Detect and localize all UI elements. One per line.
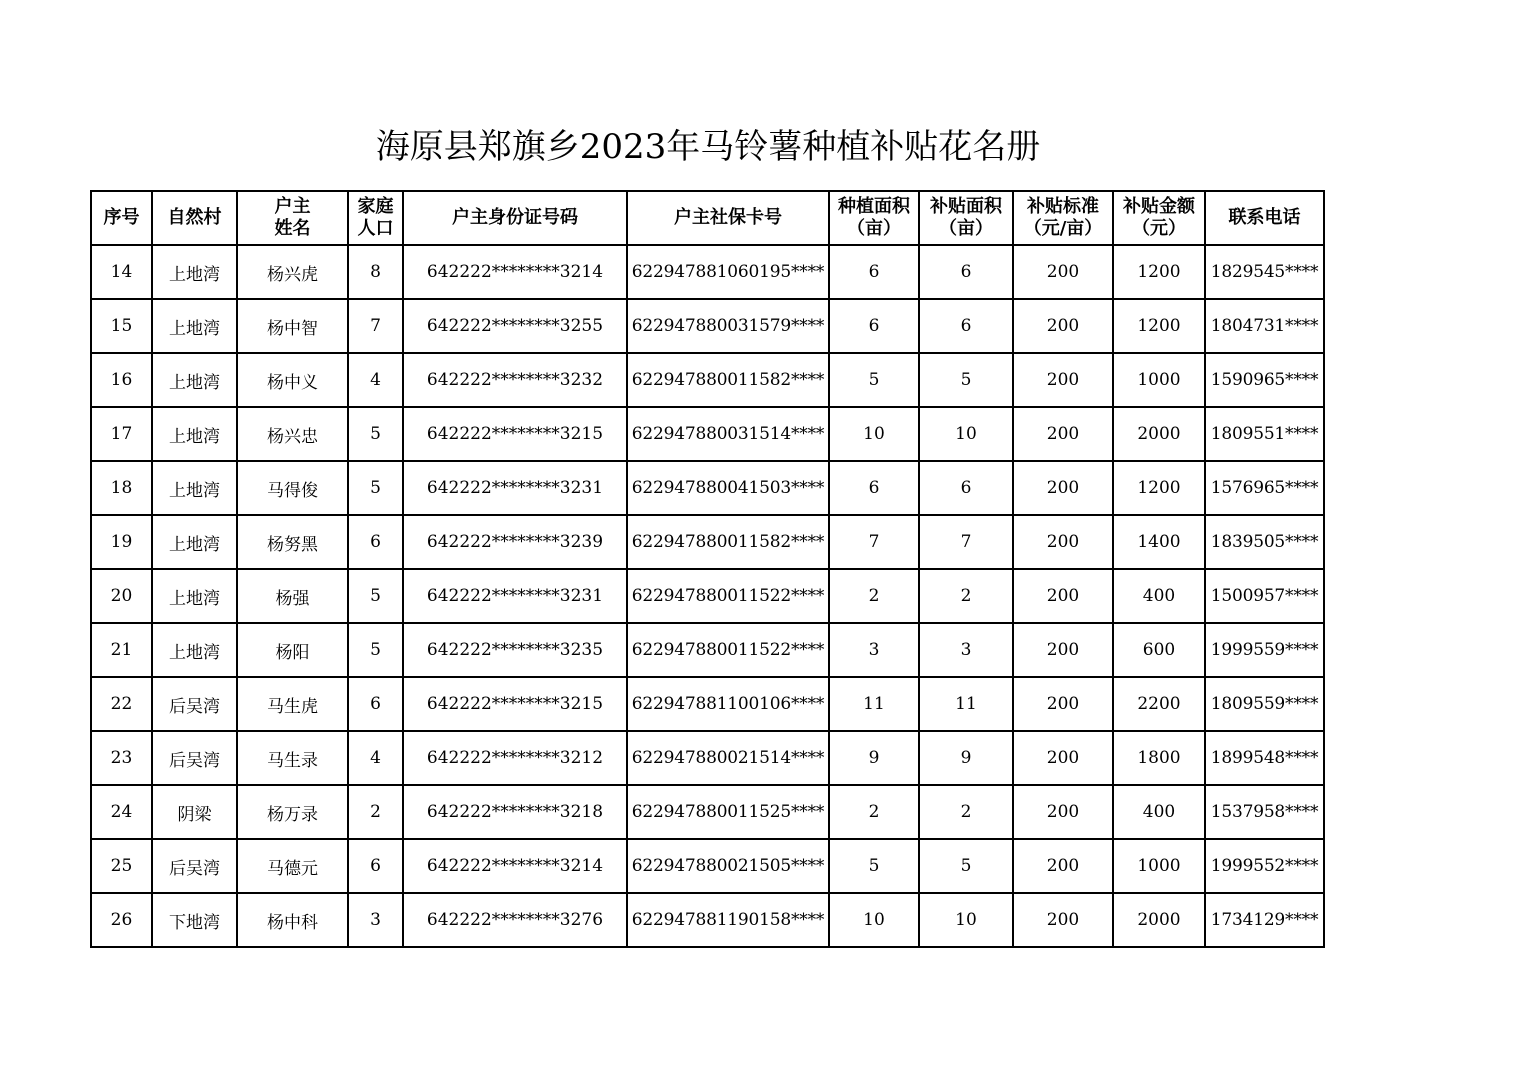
cell-subsidy-amount: 1000 (1113, 839, 1205, 893)
header-amount-line2: （元） (1132, 218, 1186, 239)
cell-subsidy-standard: 200 (1013, 515, 1113, 569)
cell-subsidy-amount: 1000 (1113, 353, 1205, 407)
header-name-line1: 户主 (274, 196, 311, 217)
cell-subsidy-amount: 2000 (1113, 407, 1205, 461)
cell-seq: 17 (91, 407, 152, 461)
header-subarea-line1: 补贴面积 (930, 196, 1002, 217)
cell-subsidy-area: 5 (919, 353, 1013, 407)
cell-id-number: 642222********3218 (403, 785, 627, 839)
cell-social-card: 622947880031579**** (627, 299, 829, 353)
cell-phone: 1839505**** (1205, 515, 1324, 569)
cell-subsidy-standard: 200 (1013, 461, 1113, 515)
cell-planted-area: 2 (829, 569, 919, 623)
cell-village: 上地湾 (152, 299, 237, 353)
cell-name: 杨中智 (237, 299, 348, 353)
cell-village: 下地湾 (152, 893, 237, 947)
header-planted-area (829, 191, 919, 245)
cell-id-number: 642222********3231 (403, 569, 627, 623)
cell-name: 马得俊 (237, 461, 348, 515)
cell-planted-area: 6 (829, 461, 919, 515)
cell-subsidy-amount: 1400 (1113, 515, 1205, 569)
cell-name: 杨努黑 (237, 515, 348, 569)
cell-family: 5 (348, 569, 403, 623)
cell-family: 3 (348, 893, 403, 947)
cell-subsidy-standard: 200 (1013, 299, 1113, 353)
cell-subsidy-amount: 1200 (1113, 299, 1205, 353)
cell-subsidy-area: 3 (919, 623, 1013, 677)
cell-planted-area: 10 (829, 893, 919, 947)
table-row (91, 839, 1324, 893)
table-row (91, 677, 1324, 731)
cell-village: 上地湾 (152, 461, 237, 515)
cell-id-number: 642222********3214 (403, 245, 627, 299)
cell-name: 杨中科 (237, 893, 348, 947)
cell-planted-area: 7 (829, 515, 919, 569)
cell-subsidy-amount: 1200 (1113, 461, 1205, 515)
cell-seq: 15 (91, 299, 152, 353)
cell-id-number: 642222********3276 (403, 893, 627, 947)
header-amount-line1: 补贴金额 (1123, 196, 1195, 217)
table-row (91, 731, 1324, 785)
header-plant-line2: （亩） (847, 218, 901, 239)
table-row (91, 893, 1324, 947)
cell-subsidy-area: 9 (919, 731, 1013, 785)
cell-seq: 25 (91, 839, 152, 893)
cell-social-card: 622947881190158**** (627, 893, 829, 947)
cell-subsidy-amount: 400 (1113, 569, 1205, 623)
cell-subsidy-area: 11 (919, 677, 1013, 731)
cell-planted-area: 2 (829, 785, 919, 839)
cell-planted-area: 5 (829, 839, 919, 893)
cell-subsidy-amount: 2200 (1113, 677, 1205, 731)
cell-seq: 21 (91, 623, 152, 677)
cell-subsidy-area: 7 (919, 515, 1013, 569)
cell-social-card: 622947880021505**** (627, 839, 829, 893)
cell-village: 后吴湾 (152, 839, 237, 893)
header-social-card: 户主社保卡号 (627, 191, 829, 245)
header-seq: 序号 (91, 191, 152, 245)
cell-subsidy-area: 5 (919, 839, 1013, 893)
cell-phone: 1590965**** (1205, 353, 1324, 407)
cell-name: 杨万录 (237, 785, 348, 839)
cell-social-card: 622947880031514**** (627, 407, 829, 461)
cell-planted-area: 9 (829, 731, 919, 785)
header-family-size (348, 191, 403, 245)
cell-name: 马生虎 (237, 677, 348, 731)
cell-subsidy-area: 2 (919, 785, 1013, 839)
cell-planted-area: 11 (829, 677, 919, 731)
cell-phone: 1829545**** (1205, 245, 1324, 299)
cell-planted-area: 3 (829, 623, 919, 677)
cell-name: 杨强 (237, 569, 348, 623)
cell-planted-area: 5 (829, 353, 919, 407)
cell-seq: 16 (91, 353, 152, 407)
cell-social-card: 622947880021514**** (627, 731, 829, 785)
cell-id-number: 642222********3232 (403, 353, 627, 407)
header-subarea-line2: （亩） (939, 218, 993, 239)
table-row (91, 461, 1324, 515)
cell-social-card: 622947880011582**** (627, 353, 829, 407)
cell-village: 上地湾 (152, 407, 237, 461)
cell-seq: 23 (91, 731, 152, 785)
cell-subsidy-area: 6 (919, 245, 1013, 299)
cell-id-number: 642222********3215 (403, 407, 627, 461)
cell-family: 4 (348, 731, 403, 785)
cell-social-card: 622947880011522**** (627, 569, 829, 623)
table-row (91, 785, 1324, 839)
header-family-line2: 人口 (357, 218, 394, 239)
cell-phone: 1899548**** (1205, 731, 1324, 785)
cell-village: 后吴湾 (152, 677, 237, 731)
table-row (91, 515, 1324, 569)
cell-seq: 14 (91, 245, 152, 299)
cell-subsidy-area: 10 (919, 407, 1013, 461)
cell-subsidy-standard: 200 (1013, 839, 1113, 893)
header-family-line1: 家庭 (357, 196, 394, 217)
cell-subsidy-standard: 200 (1013, 893, 1113, 947)
cell-id-number: 642222********3214 (403, 839, 627, 893)
cell-village: 上地湾 (152, 353, 237, 407)
cell-id-number: 642222********3212 (403, 731, 627, 785)
cell-phone: 1734129**** (1205, 893, 1324, 947)
cell-social-card: 622947881100106**** (627, 677, 829, 731)
cell-id-number: 642222********3235 (403, 623, 627, 677)
cell-phone: 1500957**** (1205, 569, 1324, 623)
cell-village: 上地湾 (152, 245, 237, 299)
cell-phone: 1999552**** (1205, 839, 1324, 893)
cell-village: 上地湾 (152, 623, 237, 677)
cell-subsidy-standard: 200 (1013, 353, 1113, 407)
header-plant-line1: 种植面积 (838, 196, 910, 217)
cell-subsidy-amount: 2000 (1113, 893, 1205, 947)
cell-subsidy-amount: 1800 (1113, 731, 1205, 785)
cell-family: 8 (348, 245, 403, 299)
cell-phone: 1809551**** (1205, 407, 1324, 461)
table-row (91, 407, 1324, 461)
cell-subsidy-standard: 200 (1013, 569, 1113, 623)
cell-social-card: 622947881060195**** (627, 245, 829, 299)
cell-planted-area: 6 (829, 299, 919, 353)
table-row (91, 569, 1324, 623)
header-subsidy-standard (1013, 191, 1113, 245)
cell-family: 6 (348, 677, 403, 731)
cell-id-number: 642222********3231 (403, 461, 627, 515)
cell-name: 杨兴虎 (237, 245, 348, 299)
cell-subsidy-standard: 200 (1013, 623, 1113, 677)
header-subsidy-area (919, 191, 1013, 245)
table-row (91, 623, 1324, 677)
cell-family: 5 (348, 407, 403, 461)
cell-family: 6 (348, 515, 403, 569)
cell-phone: 1809559**** (1205, 677, 1324, 731)
cell-village: 上地湾 (152, 515, 237, 569)
cell-id-number: 642222********3215 (403, 677, 627, 731)
cell-name: 杨阳 (237, 623, 348, 677)
cell-name: 杨兴忠 (237, 407, 348, 461)
cell-planted-area: 6 (829, 245, 919, 299)
cell-id-number: 642222********3255 (403, 299, 627, 353)
cell-seq: 18 (91, 461, 152, 515)
cell-subsidy-standard: 200 (1013, 731, 1113, 785)
cell-family: 7 (348, 299, 403, 353)
cell-subsidy-amount: 600 (1113, 623, 1205, 677)
cell-subsidy-area: 2 (919, 569, 1013, 623)
cell-subsidy-standard: 200 (1013, 407, 1113, 461)
cell-subsidy-standard: 200 (1013, 677, 1113, 731)
cell-seq: 19 (91, 515, 152, 569)
subsidy-roster-table (90, 190, 1325, 948)
header-phone: 联系电话 (1205, 191, 1324, 245)
cell-name: 马德元 (237, 839, 348, 893)
cell-social-card: 622947880011525**** (627, 785, 829, 839)
cell-social-card: 622947880011582**** (627, 515, 829, 569)
cell-id-number: 642222********3239 (403, 515, 627, 569)
table-row (91, 353, 1324, 407)
cell-seq: 20 (91, 569, 152, 623)
cell-family: 2 (348, 785, 403, 839)
cell-phone: 1537958**** (1205, 785, 1324, 839)
cell-subsidy-standard: 200 (1013, 785, 1113, 839)
cell-subsidy-standard: 200 (1013, 245, 1113, 299)
cell-subsidy-area: 6 (919, 299, 1013, 353)
header-std-line2: （元/亩） (1023, 218, 1103, 239)
cell-subsidy-amount: 1200 (1113, 245, 1205, 299)
cell-phone: 1999559**** (1205, 623, 1324, 677)
cell-social-card: 622947880011522**** (627, 623, 829, 677)
cell-name: 马生录 (237, 731, 348, 785)
cell-phone: 1804731**** (1205, 299, 1324, 353)
cell-name: 杨中义 (237, 353, 348, 407)
cell-family: 6 (348, 839, 403, 893)
header-std-line1: 补贴标准 (1027, 196, 1099, 217)
header-village: 自然村 (152, 191, 237, 245)
cell-phone: 1576965**** (1205, 461, 1324, 515)
header-householder-name (237, 191, 348, 245)
page-title: 海原县郑旗乡2023年马铃薯种植补贴花名册 (375, 127, 1041, 167)
cell-family: 4 (348, 353, 403, 407)
cell-subsidy-area: 10 (919, 893, 1013, 947)
cell-subsidy-amount: 400 (1113, 785, 1205, 839)
cell-family: 5 (348, 623, 403, 677)
cell-seq: 24 (91, 785, 152, 839)
cell-seq: 22 (91, 677, 152, 731)
cell-family: 5 (348, 461, 403, 515)
header-name-line2: 姓名 (274, 218, 311, 239)
table-row (91, 299, 1324, 353)
cell-village: 后吴湾 (152, 731, 237, 785)
header-row (91, 191, 1324, 245)
cell-seq: 26 (91, 893, 152, 947)
cell-village: 阴梁 (152, 785, 237, 839)
cell-village: 上地湾 (152, 569, 237, 623)
cell-planted-area: 10 (829, 407, 919, 461)
cell-social-card: 622947880041503**** (627, 461, 829, 515)
header-id-number: 户主身份证号码 (403, 191, 627, 245)
table-body (91, 245, 1324, 947)
table-row (91, 245, 1324, 299)
header-subsidy-amount (1113, 191, 1205, 245)
cell-subsidy-area: 6 (919, 461, 1013, 515)
